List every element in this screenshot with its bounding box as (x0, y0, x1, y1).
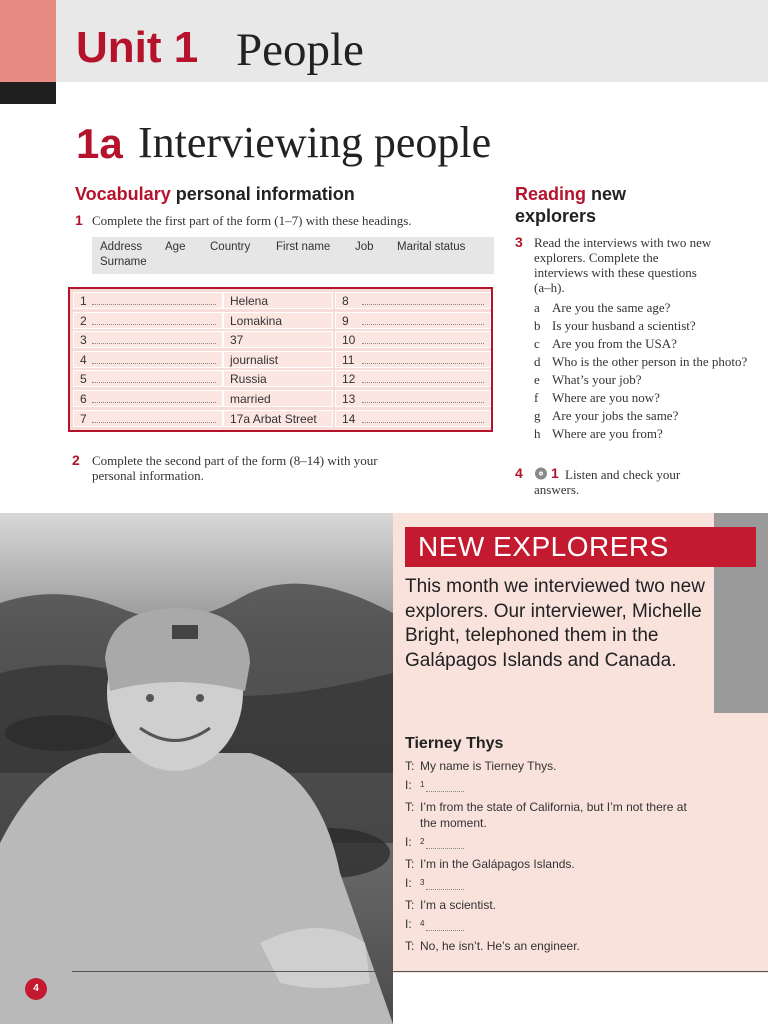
form-value-text: 37 (230, 333, 244, 348)
article-intro: This month we interviewed two new explorers. Our interviewer, Michelle Bright, telephoned them in the Galápagos Islands and Canada. (405, 576, 705, 671)
unit-title: People (236, 24, 364, 76)
form-value-7 (223, 410, 333, 427)
question-item (534, 354, 764, 369)
photo-illustration (0, 513, 393, 1024)
question-letter: h (534, 426, 541, 441)
exercise-3-number: 3 (515, 234, 523, 250)
question-letter: d (534, 354, 541, 369)
exercise-4-instruction: Listen and check your answers. (534, 467, 681, 497)
speaker-label: T: (405, 898, 415, 912)
form-field-12[interactable] (335, 370, 491, 387)
form-field-9[interactable] (335, 312, 491, 329)
form-value-3 (223, 331, 333, 348)
speaker-label: T: (405, 800, 415, 814)
header-dark-block (0, 82, 56, 104)
heading-word: Address (100, 241, 143, 253)
question-letter: f (534, 390, 539, 405)
exercise-3-instruction: Read the interviews with two new explorers. Complete the interviews with these questions (a–h). (534, 235, 712, 295)
answer-gap[interactable] (426, 889, 464, 890)
header-accent-block (0, 0, 56, 82)
answer-line (92, 363, 216, 364)
question-text: Are your jobs the same? (552, 408, 679, 423)
question-text: Who is the other person in the photo? (552, 354, 748, 369)
personal-info-form (68, 287, 493, 432)
form-field-number: 9 (342, 313, 349, 328)
dialogue-text: I’m from the state of California, but I’m not there at the moment. (420, 800, 687, 830)
form-field-13[interactable] (335, 390, 491, 407)
form-field-4[interactable] (73, 351, 223, 368)
question-text: What’s your job? (552, 372, 642, 387)
heading-word: Country (210, 241, 251, 253)
exercise-1-number: 1 (75, 212, 83, 228)
heading-word: Marital status (397, 241, 466, 253)
interview-dialogue (405, 758, 705, 957)
speaker-label: T: (405, 857, 415, 871)
answer-line (362, 304, 484, 305)
dialogue-line (405, 834, 705, 853)
lesson-number: 1a (76, 120, 123, 167)
interviewee-name: Tierney Thys (405, 735, 504, 752)
question-text: Are you the same age? (552, 300, 671, 315)
form-value-5 (223, 370, 333, 387)
headings-box (92, 237, 494, 274)
dialogue-line (405, 777, 705, 796)
dialogue-text: I’m a scientist. (420, 898, 497, 912)
form-field-10[interactable] (335, 331, 491, 348)
dialogue-text: I’m in the Galápagos Islands. (420, 857, 575, 871)
question-item (534, 426, 764, 441)
question-letter: e (534, 372, 540, 387)
form-field-number: 1 (80, 294, 87, 308)
form-field-number: 14 (342, 411, 356, 426)
heading-word: Surname (100, 256, 147, 268)
form-field-number: 8 (342, 294, 349, 308)
form-field-number: 13 (342, 392, 356, 406)
form-value-text: Helena (230, 294, 269, 308)
dialogue-line (405, 856, 705, 872)
answer-gap[interactable] (426, 791, 464, 792)
form-field-1[interactable] (73, 292, 223, 309)
dialogue-line (405, 938, 705, 954)
form-field-number: 5 (80, 372, 87, 387)
answer-line (362, 363, 484, 364)
answer-line (362, 343, 484, 344)
audio-track-number: 1 (551, 465, 559, 481)
answer-line (362, 422, 484, 423)
dialogue-text: No, he isn’t. He’s an engineer. (420, 939, 580, 953)
lesson-title: Interviewing people (138, 118, 492, 167)
question-item (534, 318, 764, 333)
reading-accent: Reading (515, 184, 587, 204)
answer-line (362, 324, 484, 325)
form-value-text: Lomakina (230, 313, 283, 328)
dialogue-line (405, 897, 705, 913)
answer-line (92, 422, 216, 423)
form-value-6 (223, 390, 333, 407)
reading-heading-rest: new (586, 184, 627, 204)
question-item (534, 408, 764, 423)
explorer-photo (0, 513, 393, 1024)
answer-line (92, 304, 216, 305)
form-grid (73, 292, 488, 427)
vocabulary-heading (75, 183, 355, 205)
answer-line (362, 402, 484, 403)
form-field-7[interactable] (73, 410, 223, 427)
form-field-5[interactable] (73, 370, 223, 387)
speaker-label: I: (405, 917, 412, 931)
question-item (534, 336, 764, 351)
form-field-6[interactable] (73, 390, 223, 407)
form-field-number: 7 (80, 411, 87, 426)
exercise-1-instruction: Complete the first part of the form (1–7) with these headings. (92, 213, 412, 228)
reading-heading (515, 183, 626, 227)
form-value-text: Russia (230, 372, 267, 387)
heading-word: Job (355, 241, 374, 253)
dialogue-line (405, 758, 705, 774)
question-item (534, 372, 764, 387)
form-field-14[interactable] (335, 410, 491, 427)
dialogue-text: My name is Tierney Thys. (420, 759, 557, 773)
form-field-number: 11 (342, 352, 355, 367)
speaker-label: I: (405, 876, 412, 890)
exercise-4-number: 4 (515, 465, 523, 481)
form-value-1 (223, 292, 333, 309)
form-value-2 (223, 312, 333, 329)
gap-number: 1 (420, 780, 425, 789)
heading-word: First name (276, 241, 331, 253)
answer-gap[interactable] (426, 848, 464, 849)
form-field-number: 3 (80, 333, 87, 348)
question-letter: b (534, 318, 541, 333)
reading-heading-line2: explorers (515, 206, 597, 226)
dialogue-line (405, 916, 705, 935)
answer-line (92, 402, 216, 403)
question-letter: g (534, 408, 541, 423)
footer-rule (72, 971, 768, 972)
speaker-label: I: (405, 835, 412, 849)
form-field-3[interactable] (73, 331, 223, 348)
gap-number: 2 (420, 837, 425, 846)
question-text: Where are you now? (552, 390, 660, 405)
answer-gap[interactable] (426, 930, 464, 931)
gap-number: 4 (420, 919, 425, 928)
form-field-2[interactable] (73, 312, 223, 329)
form-value-text: married (230, 392, 271, 406)
heading-word: Age (165, 241, 186, 253)
question-text: Where are you from? (552, 426, 663, 441)
question-letter: c (534, 336, 540, 351)
unit-label: Unit 1 (76, 23, 199, 72)
dialogue-line (405, 799, 705, 831)
answer-line (92, 343, 216, 344)
question-list (534, 300, 764, 444)
vocabulary-accent: Vocabulary (75, 184, 171, 204)
form-field-11[interactable] (335, 351, 491, 368)
question-item (534, 390, 764, 405)
form-field-number: 6 (80, 392, 87, 406)
exercise-2-instruction: Complete the second part of the form (8–14) with your personal information. (92, 453, 378, 483)
form-field-number: 2 (80, 313, 87, 328)
speaker-label: T: (405, 759, 415, 773)
form-value-text: journalist (230, 352, 279, 367)
exercise-2-number: 2 (72, 452, 80, 468)
article-banner: NEW EXPLORERS (405, 527, 756, 567)
vocabulary-heading-rest: personal information (170, 184, 355, 204)
form-value-4 (223, 351, 333, 368)
speaker-label: T: (405, 939, 415, 953)
form-field-8[interactable] (335, 292, 491, 309)
form-field-number: 12 (342, 372, 356, 387)
page-number: 4 (25, 978, 47, 1000)
form-field-number: 4 (80, 352, 87, 367)
gap-number: 3 (420, 878, 425, 887)
answer-line (92, 324, 216, 325)
dialogue-line (405, 875, 705, 894)
question-letter: a (534, 300, 540, 315)
speaker-label: I: (405, 778, 412, 792)
question-item (534, 300, 764, 315)
question-text: Are you from the USA? (552, 336, 677, 351)
question-text: Is your husband a scientist? (552, 318, 696, 333)
answer-line (92, 382, 216, 383)
answer-line (362, 382, 484, 383)
form-value-text: 17a Arbat Street (230, 411, 317, 426)
form-field-number: 10 (342, 333, 356, 348)
